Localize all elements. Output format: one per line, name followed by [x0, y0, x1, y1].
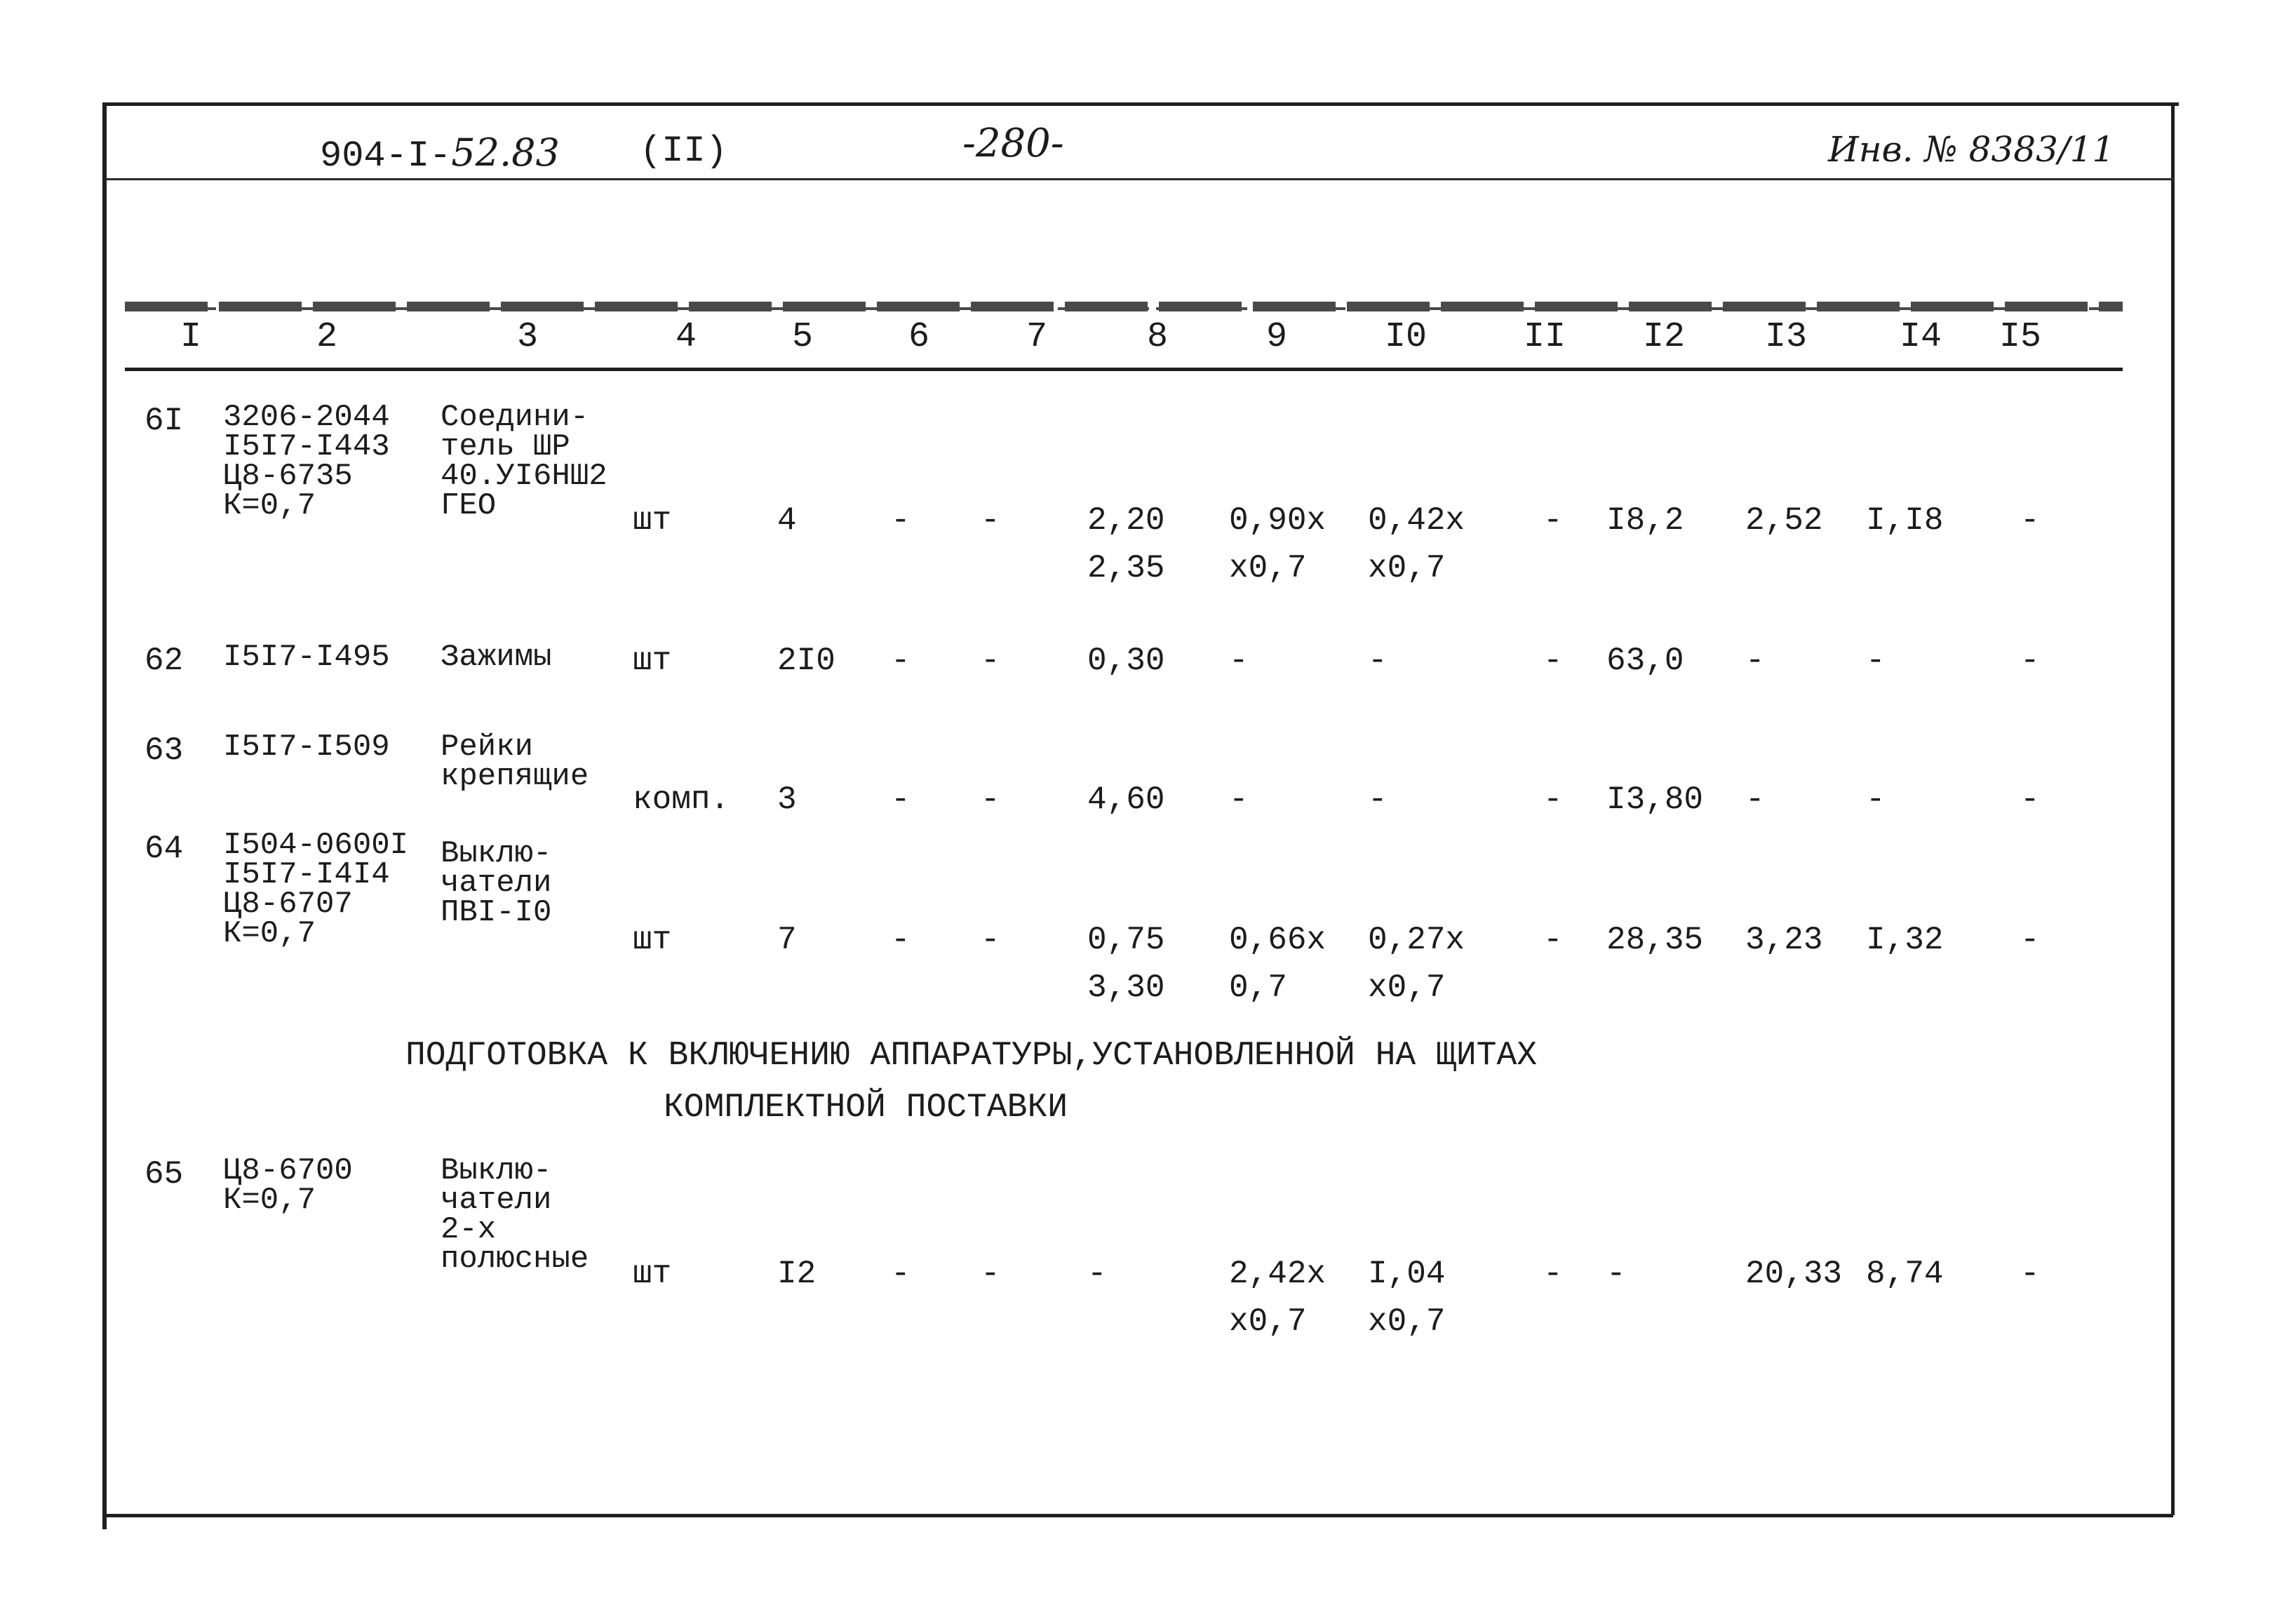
col-9-value: 0,90х: [1229, 502, 1327, 539]
quantity: 3: [777, 781, 797, 818]
col-6-value: -: [891, 643, 911, 679]
header-rule: [107, 178, 2175, 180]
item-name: ГЕО: [441, 488, 497, 523]
col-6-value: -: [891, 922, 911, 958]
col-7-value: -: [981, 1256, 1000, 1292]
col-9-value: 0,66х: [1229, 922, 1327, 958]
item-name: Рейки: [441, 730, 534, 765]
col-14-value: -: [1866, 643, 1886, 679]
col-12-value: I3,80: [1606, 781, 1704, 818]
col-14-value: I,32: [1866, 922, 1944, 958]
col-10-value: -: [1368, 643, 1388, 679]
col-15-value: -: [2020, 1256, 2040, 1292]
col-11-value: -: [1543, 781, 1563, 818]
col-8-value: 4,60: [1087, 781, 1165, 818]
frame-left-line: [102, 105, 107, 1529]
col-9-value: -: [1229, 781, 1249, 818]
col-8-value: 0,30: [1087, 643, 1165, 679]
col-8-value: 2,20: [1087, 502, 1165, 539]
item-name: чатели: [441, 866, 552, 901]
column-number: I5: [1999, 317, 2041, 357]
document-code-handwritten: 52.83: [451, 130, 560, 175]
col-13-value: 20,33: [1745, 1256, 1843, 1292]
row-number: 65: [145, 1156, 184, 1193]
row-number: 63: [145, 732, 184, 769]
column-number: 9: [1265, 317, 1287, 357]
column-number: I: [180, 317, 201, 357]
col-6-value: -: [891, 781, 911, 818]
price-code: 3206-2044: [223, 400, 390, 435]
col-8-value: 0,75: [1087, 922, 1165, 958]
item-name: Зажимы: [441, 640, 552, 675]
col-8-value: -: [1087, 1256, 1107, 1292]
price-code: I5I7-I509: [223, 730, 390, 765]
col-9-value: 0,7: [1229, 969, 1287, 1006]
col-10-value: 0,27х: [1368, 922, 1465, 958]
col-7-value: -: [981, 502, 1000, 539]
column-number: I4: [1899, 317, 1942, 357]
section-title-line-2: КОМПЛЕКТНОЙ ПОСТАВКИ: [664, 1089, 1068, 1127]
frame-top-line: [102, 102, 2179, 106]
quantity: I2: [777, 1256, 817, 1292]
price-code: Ц8-6735: [223, 459, 353, 494]
item-name: Выклю-: [441, 1153, 552, 1188]
price-code: I5I7-I4I4: [223, 857, 390, 892]
col-10-value: х0,7: [1368, 550, 1446, 586]
price-code: I504-0600I: [223, 828, 409, 863]
col-8-value: 3,30: [1087, 969, 1165, 1006]
item-name: чатели: [441, 1183, 552, 1218]
unit: шт: [633, 643, 672, 679]
unit: шт: [633, 502, 672, 539]
item-name: тель ШР: [441, 429, 570, 464]
col-6-value: -: [891, 1256, 911, 1292]
col-9-value: х0,7: [1229, 1303, 1307, 1340]
table-top-double-rule: [125, 302, 2123, 311]
quantity: 2I0: [777, 643, 835, 679]
price-code: I5I7-I443: [223, 429, 390, 464]
col-7-value: -: [981, 922, 1000, 958]
col-13-value: 2,52: [1745, 502, 1823, 539]
col-12-value: -: [1606, 1256, 1626, 1292]
item-name: 2-х: [441, 1212, 497, 1247]
row-number: 6I: [145, 403, 184, 439]
item-name: ПВI-I0: [441, 895, 552, 930]
inventory-number: Инв. № 8383/11: [1828, 129, 2115, 170]
col-12-value: 28,35: [1606, 922, 1704, 958]
column-number: 5: [791, 317, 813, 357]
document-code: [320, 130, 560, 177]
col-10-value: -: [1368, 781, 1388, 818]
col-9-value: х0,7: [1229, 550, 1307, 586]
unit: комп.: [633, 781, 730, 818]
item-name: 40.УI6НШ2: [441, 459, 607, 494]
col-14-value: I,I8: [1866, 502, 1944, 539]
item-name: крепящие: [441, 759, 589, 794]
column-number: 4: [675, 317, 697, 357]
item-name: Выклю-: [441, 836, 552, 871]
page-number: -280-: [962, 121, 1064, 166]
column-number: I2: [1642, 317, 1685, 357]
column-number: II: [1523, 317, 1566, 357]
col-13-value: -: [1745, 643, 1765, 679]
col-10-value: х0,7: [1368, 969, 1446, 1006]
col-9-value: -: [1229, 643, 1249, 679]
table-header-rule: [125, 368, 2123, 371]
col-6-value: -: [891, 502, 911, 539]
row-number: 62: [145, 643, 184, 679]
item-name: Соедини-: [441, 400, 589, 435]
col-13-value: 3,23: [1745, 922, 1823, 958]
col-14-value: -: [1866, 781, 1886, 818]
col-8-value: 2,35: [1087, 550, 1165, 586]
col-11-value: -: [1543, 643, 1563, 679]
quantity: 4: [777, 502, 797, 539]
col-10-value: х0,7: [1368, 1303, 1446, 1340]
col-11-value: -: [1543, 922, 1563, 958]
document-part: (II): [640, 130, 727, 172]
col-13-value: -: [1745, 781, 1765, 818]
column-number: 2: [316, 317, 337, 357]
price-code: К=0,7: [223, 1183, 316, 1218]
col-15-value: -: [2020, 922, 2040, 958]
frame-right-line: [2171, 102, 2175, 1515]
price-code: I5I7-I495: [223, 640, 390, 675]
price-code: К=0,7: [223, 488, 316, 523]
unit: шт: [633, 922, 672, 958]
row-number: 64: [145, 831, 184, 867]
col-12-value: I8,2: [1606, 502, 1684, 539]
col-11-value: -: [1543, 1256, 1563, 1292]
price-code: Ц8-6707: [223, 887, 353, 922]
col-12-value: 63,0: [1606, 643, 1684, 679]
price-code: К=0,7: [223, 916, 316, 951]
col-15-value: -: [2020, 781, 2040, 818]
col-10-value: 0,42х: [1368, 502, 1465, 539]
document-code-prefix: 904-I-: [320, 135, 452, 177]
frame-bottom-line: [107, 1514, 2173, 1517]
column-number: I0: [1384, 317, 1427, 357]
column-number: 3: [516, 317, 538, 357]
item-name: полюсные: [441, 1242, 589, 1277]
col-10-value: I,04: [1368, 1256, 1446, 1292]
price-code: Ц8-6700: [223, 1153, 353, 1188]
quantity: 7: [777, 922, 797, 958]
col-7-value: -: [981, 781, 1000, 818]
col-15-value: -: [2020, 643, 2040, 679]
col-15-value: -: [2020, 502, 2040, 539]
unit: шт: [633, 1256, 672, 1292]
col-14-value: 8,74: [1866, 1256, 1944, 1292]
col-11-value: -: [1543, 502, 1563, 539]
column-number: 7: [1026, 317, 1047, 357]
column-number: 8: [1146, 317, 1168, 357]
col-9-value: 2,42х: [1229, 1256, 1327, 1292]
column-number: I3: [1764, 317, 1807, 357]
section-title-line-1: ПОДГОТОВКА К ВКЛЮЧЕНИЮ АППАРАТУРЫ,УСТАНОВЛЕННОЙ НА ЩИТАХ: [405, 1037, 1538, 1075]
column-number: 6: [908, 317, 929, 357]
col-7-value: -: [981, 643, 1000, 679]
